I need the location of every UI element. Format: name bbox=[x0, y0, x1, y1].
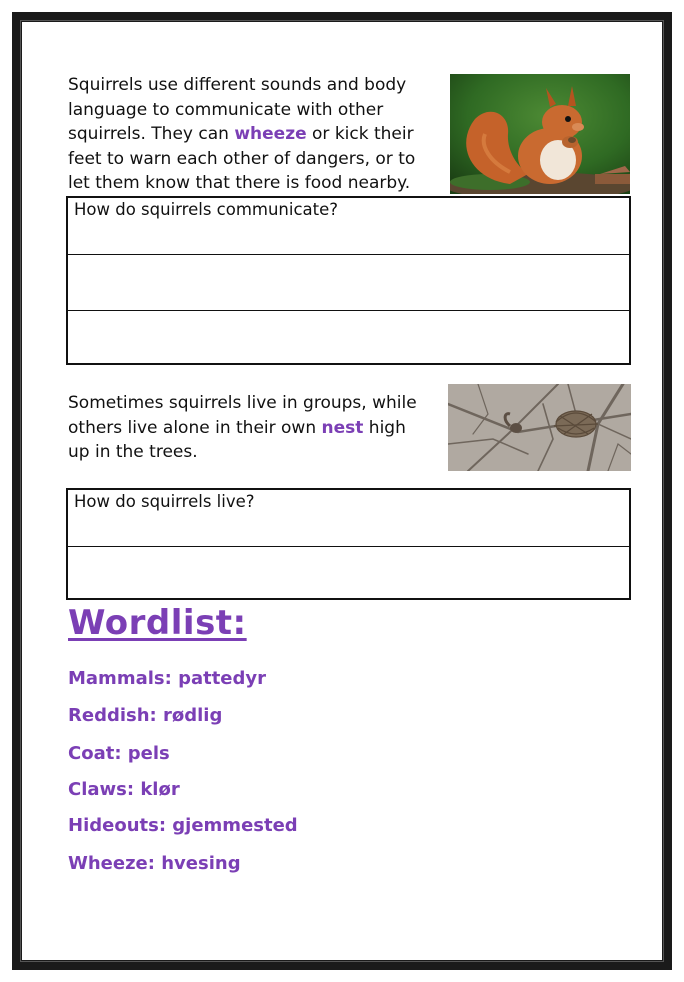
paragraph-line: Squirrels use different sounds and body bbox=[68, 75, 407, 95]
answer-row[interactable] bbox=[68, 546, 629, 598]
paragraph-line: up in the trees. bbox=[68, 442, 198, 462]
text-segment: high bbox=[363, 417, 406, 438]
paragraph-line: let them know that there is food nearby. bbox=[68, 173, 411, 193]
wordlist-item: Coat: pels bbox=[68, 743, 170, 764]
vocab-highlight-nest: nest bbox=[321, 417, 364, 438]
text-segment: others live alone in their own bbox=[68, 417, 322, 438]
nest-photo bbox=[448, 384, 631, 471]
wordlist-title: Wordlist: bbox=[68, 603, 247, 643]
wordlist-item: Wheeze: hvesing bbox=[68, 853, 241, 874]
answer-row[interactable] bbox=[68, 310, 629, 363]
answer-row[interactable] bbox=[68, 198, 629, 254]
question-communicate: How do squirrels communicate? bbox=[74, 200, 339, 219]
answer-table-communicate bbox=[66, 196, 631, 365]
squirrel-photo bbox=[450, 74, 630, 194]
text-segment: or kick their bbox=[306, 124, 414, 144]
wordlist-item: Claws: klør bbox=[68, 779, 180, 800]
paragraph-line: language to communicate with other bbox=[68, 99, 384, 120]
wordlist-item: Mammals: pattedyr bbox=[68, 668, 267, 689]
wordlist-item: Hideouts: gjemmested bbox=[68, 815, 298, 836]
paragraph-communication bbox=[68, 73, 446, 196]
answer-table-live bbox=[66, 488, 631, 600]
text-segment: squirrels. They can bbox=[68, 124, 235, 144]
wordlist-item: Reddish: rødlig bbox=[68, 705, 223, 726]
paragraph-line: feet to warn each other of dangers, or to bbox=[68, 148, 416, 169]
answer-row[interactable] bbox=[68, 490, 629, 546]
question-live: How do squirrels live? bbox=[74, 492, 255, 511]
answer-row[interactable] bbox=[68, 254, 629, 310]
vocab-highlight-wheeze: wheeze bbox=[234, 124, 307, 144]
paragraph-line bbox=[68, 416, 443, 441]
paragraph-living bbox=[68, 391, 443, 465]
paragraph-line: Sometimes squirrels live in groups, while bbox=[68, 393, 417, 413]
paragraph-line bbox=[68, 122, 446, 147]
